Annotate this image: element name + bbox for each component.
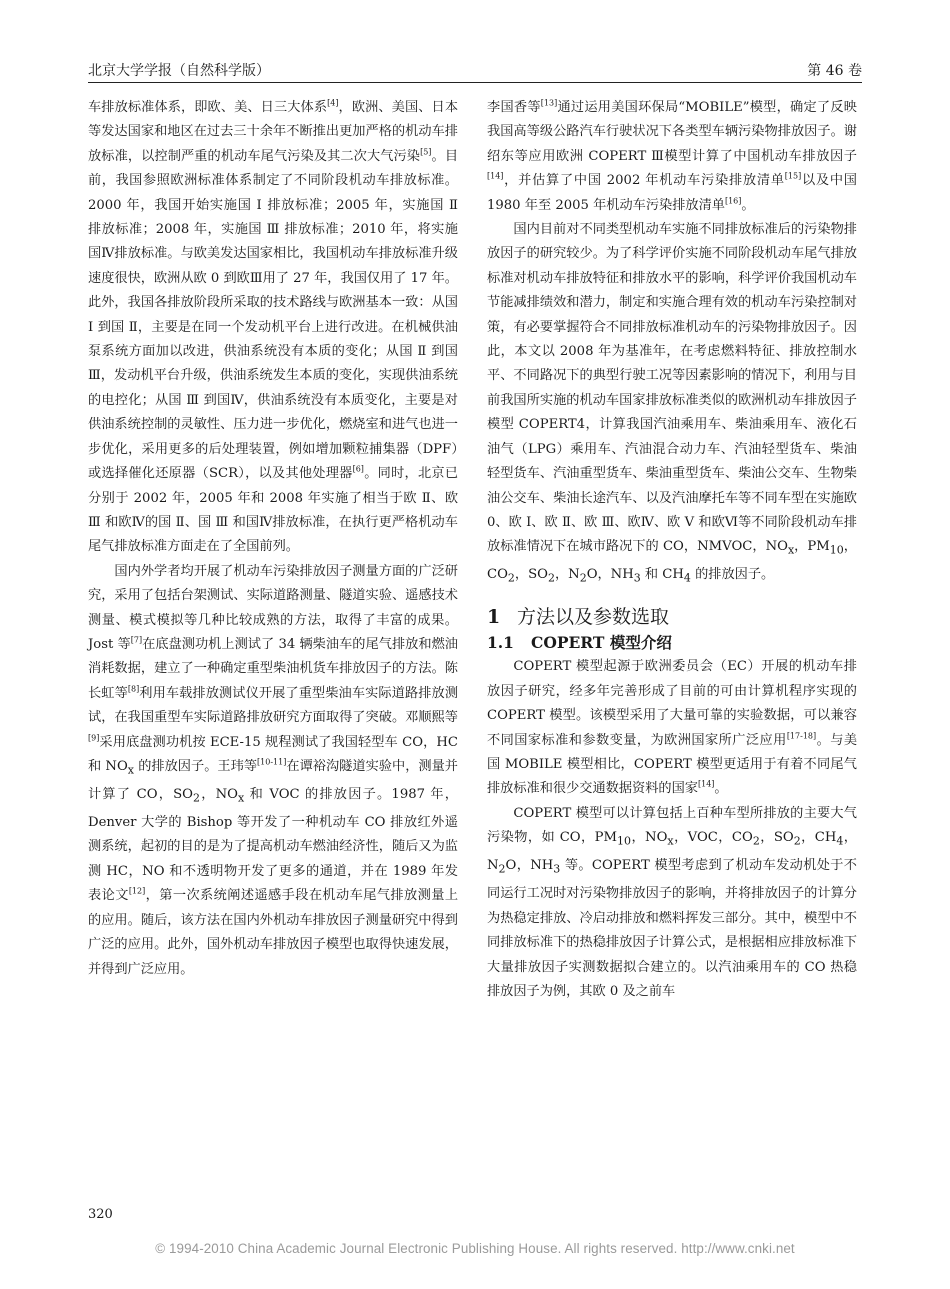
subscript: 2 <box>498 862 506 876</box>
citation-ref: [13] <box>540 98 558 108</box>
subsection-number: 1.1 <box>487 633 514 653</box>
subsection-title: COPERT 模型介绍 <box>531 633 672 653</box>
citation-ref: [14] <box>698 780 715 790</box>
section-title: 方法以及参数选取 <box>517 606 670 629</box>
page-number: 320 <box>88 1207 113 1222</box>
paragraph: 国内外学者均开展了机动车污染排放因子测量方面的广泛研究，采用了包括台架测试、实际道路测量、隧道实验、遥感技术测量、模式模拟等几种比较成熟的方法，取得了丰富的成果。Jost 等[7]在底盘测功机上测试了 34 辆柴油车的尾气排放和燃油消耗数据，建立了一种确定重型柴油机货车排放因子的方法。陈长虹等[8]利用车载排放测试仪开展了重型柴油车实际道路排放测试，在我国重型车实际道路排放研究方面取得了突破。邓顺熙等[9]采用底盘测功机按 ECE-15 规程测试了我国轻型车 CO，HC 和 $NO_x$ 的排放因子。王玮等[10-11]在谭裕沟隧道实验中，测量并计算了 CO，$SO_2$，$NO_x$ 和 VOC 的排放因子。1987 年，Denver 大学的 Bishop 等开发了一种机动车 CO 排放红外遥测系统，起初的目的是为了提高机动车燃油经济性，随后又为监测 HC，NO 和不透明物开发了更多的通道，并在 1989 年发表论文[12]，第一次系统阐述遥感手段在机动车尾气排放测量上的应用。随后，该方法在国内外机动车排放因子测量研究中得到广泛的应用。此外，国外机动车排放因子模型也取得快速发展，并得到广泛应用。 <box>88 563 459 977</box>
left-column <box>88 96 458 982</box>
subscript: 2 <box>793 834 801 848</box>
paragraph: 李国香等[13]通过运用美国环保局“MOBILE”模型，确定了反映我国高等级公路汽车行驶状况下各类型车辆污染物排放因子。谢绍东等应用欧洲 COPERT Ⅲ模型计算了中国机动车排放因子[14]，并估算了中国 2002 年机动车污染排放清单[15]以及中国 1980 年至 2005 年机动车污染排放清单[16]。 <box>487 98 857 213</box>
copyright-notice: © 1994-2010 China Academic Journal Electronic Publishing House. All rights reserved. http://www.cnki.net <box>155 1241 795 1256</box>
subscript: 2 <box>507 572 515 585</box>
paragraph: 车排放标准体系，即欧、美、日三大体系[4]，欧洲、美国、日本等发达国家和地区在过去三十余年不断推出更加严格的机动车排放标准，以控制严重的机动车尾气污染及其二次大气污染[5]。目前，我国参照欧洲标准体系制定了不同阶段机动车排放标准。2000 年，我国开始实施国 Ⅰ 排放标准；2005 年，实施国 Ⅱ 排放标准；2008 年，实施国 Ⅲ 排放标准；2010 年，将实施国Ⅳ排放标准。与欧美发达国家相比，我国机动车排放标准升级速度很快，欧洲从欧 0 到欧Ⅲ用了 27 年，我国仅用了 17 年。此外，我国各排放阶段所采取的技术路线与欧洲基本一致：从国 Ⅰ 到国 Ⅱ，主要是在同一个发动机平台上进行改进。在机械供油泵系统方面加以改进，供油系统没有本质的变化；从国 Ⅱ 到国 Ⅲ，发动机平台升级，供油系统发生本质的变化，实现供油系统的电控化；从国 Ⅲ 到国Ⅳ，供油系统没有本质变化，主要是对供油系统控制的灵敏性、压力进一步优化，燃烧室和进气也进一步优化，采用更多的后处理装置，例如增加颗粒捕集器（DPF）或选择催化还原器（SCR），以及其他处理器[6]。同时，北京已分别于 2002 年，2005 年和 2008 年实施了相当于欧 Ⅱ、欧 Ⅲ 和欧Ⅳ的国 Ⅱ、国 Ⅲ 和国Ⅳ排放标准，在执行更严格机动车尾气排放标准方面走在了全国前列。 <box>88 98 459 555</box>
subscript: 4 <box>683 572 691 585</box>
subscript: 10 <box>617 834 632 848</box>
section-heading <box>487 603 857 631</box>
citation-ref: [14] <box>487 171 504 181</box>
right-column <box>487 96 857 1004</box>
subscript: 10 <box>829 543 844 557</box>
citation-ref: [7] <box>130 635 143 645</box>
citation-ref: [8] <box>127 684 140 694</box>
citation-ref: [4] <box>327 98 339 108</box>
section-number: 1 <box>487 606 501 629</box>
subscript: 3 <box>633 572 641 585</box>
subsection-heading <box>487 631 857 655</box>
subscript: x <box>667 834 674 848</box>
volume-label: 第 46 卷 <box>807 63 862 79</box>
citation-ref: [10-11] <box>257 757 287 767</box>
citation-ref: [16] <box>724 196 742 206</box>
citation-ref: [17-18] <box>786 731 817 741</box>
subscript: 3 <box>553 862 561 876</box>
citation-ref: [6] <box>352 464 364 474</box>
running-head <box>88 58 862 83</box>
journal-title: 北京大学学报（自然科学版） <box>88 63 270 79</box>
subscript: x <box>237 791 245 805</box>
subscript: 2 <box>752 834 760 848</box>
subscript: 4 <box>836 834 844 848</box>
paragraph: 国内目前对不同类型机动车实施不同排放标准后的污染物排放因子的研究较少。为了科学评价实施不同阶段机动车尾气排放标准对机动车排放特征和排放水平的影响，科学评价我国机动车节能减排绩效和潜力，制定和实施合理有效的机动车污染控制对策，有必要掌握符合不同排放标准机动车的污染物排放因子。因此，本文以 2008 年为基准年，在考虑燃料特征、排放控制水平、不同路况下的典型行驶工况等因素影响的情况下，利用与目前我国所实施的机动车国家排放标准类似的欧洲机动车排放因子模型 COPERT4，计算我国汽油乘用车、柴油乘用车、液化石油气（LPG）乘用车、汽油混合动力车、汽油轻型货车、柴油轻型货车、汽油重型货车、柴油重型货车、柴油公交车、生物柴油公交车、柴油长途汽车、以及汽油摩托车等不同车型在实施欧 0、欧 Ⅰ、欧 Ⅱ、欧 Ⅲ、欧Ⅳ、欧 Ⅴ 和欧Ⅵ等不同阶段机动车排放标准情况下在城市路况下的 CO，NMVOC，$NO_x$，$PM_{10}$，$CO_2$，$SO_2$，$N_2O$，$NH_3$ 和 $CH_4$ 的排放因子。 <box>487 222 857 585</box>
subscript: x <box>787 543 795 557</box>
citation-ref: [12] <box>128 886 146 896</box>
subscript: 2 <box>579 572 587 585</box>
paragraph: COPERT 模型起源于欧洲委员会（EC）开展的机动车排放因子研究，经多年完善形成了目前的可由计算机程序实现的 COPERT 模型。该模型采用了大量可靠的实验数据，可以兼容不同国家标准和参数变量，为欧洲国家所广泛应用[17-18]。与美国 MOBILE 模型相比，COPERT 模型更适用于有着不同尾气排放标准和很少交通数据资料的国家[14]。 <box>487 659 858 797</box>
citation-ref: [9] <box>88 733 100 743</box>
subscript: 2 <box>547 572 555 585</box>
subscript: 2 <box>192 791 200 805</box>
citation-ref: [15] <box>784 171 802 181</box>
paragraph: COPERT 模型可以计算包括上百种车型所排放的主要大气污染物，如 CO，$PM_{10}$，$NO_x$，VOC，$CO_2$，$SO_2$，$CH_4$，$N_2O$，$NH_3$ 等。COPERT 模型考虑到了机动车发动机处于不同运行工况时对污染物排放因子的影响，并将排放因子的计算分为热稳定排放、冷启动排放和燃料挥发三部分。其中，模型中不同排放标准下的热稳排放因子计算公式，是根据相应排放标准下大量排放因子实测数据拟合建立的。以汽油乘用车的 CO 热稳排放因子为例，其欧 0 及之前车 <box>487 805 857 999</box>
citation-ref: [5] <box>420 147 432 157</box>
subscript: x <box>127 763 134 777</box>
